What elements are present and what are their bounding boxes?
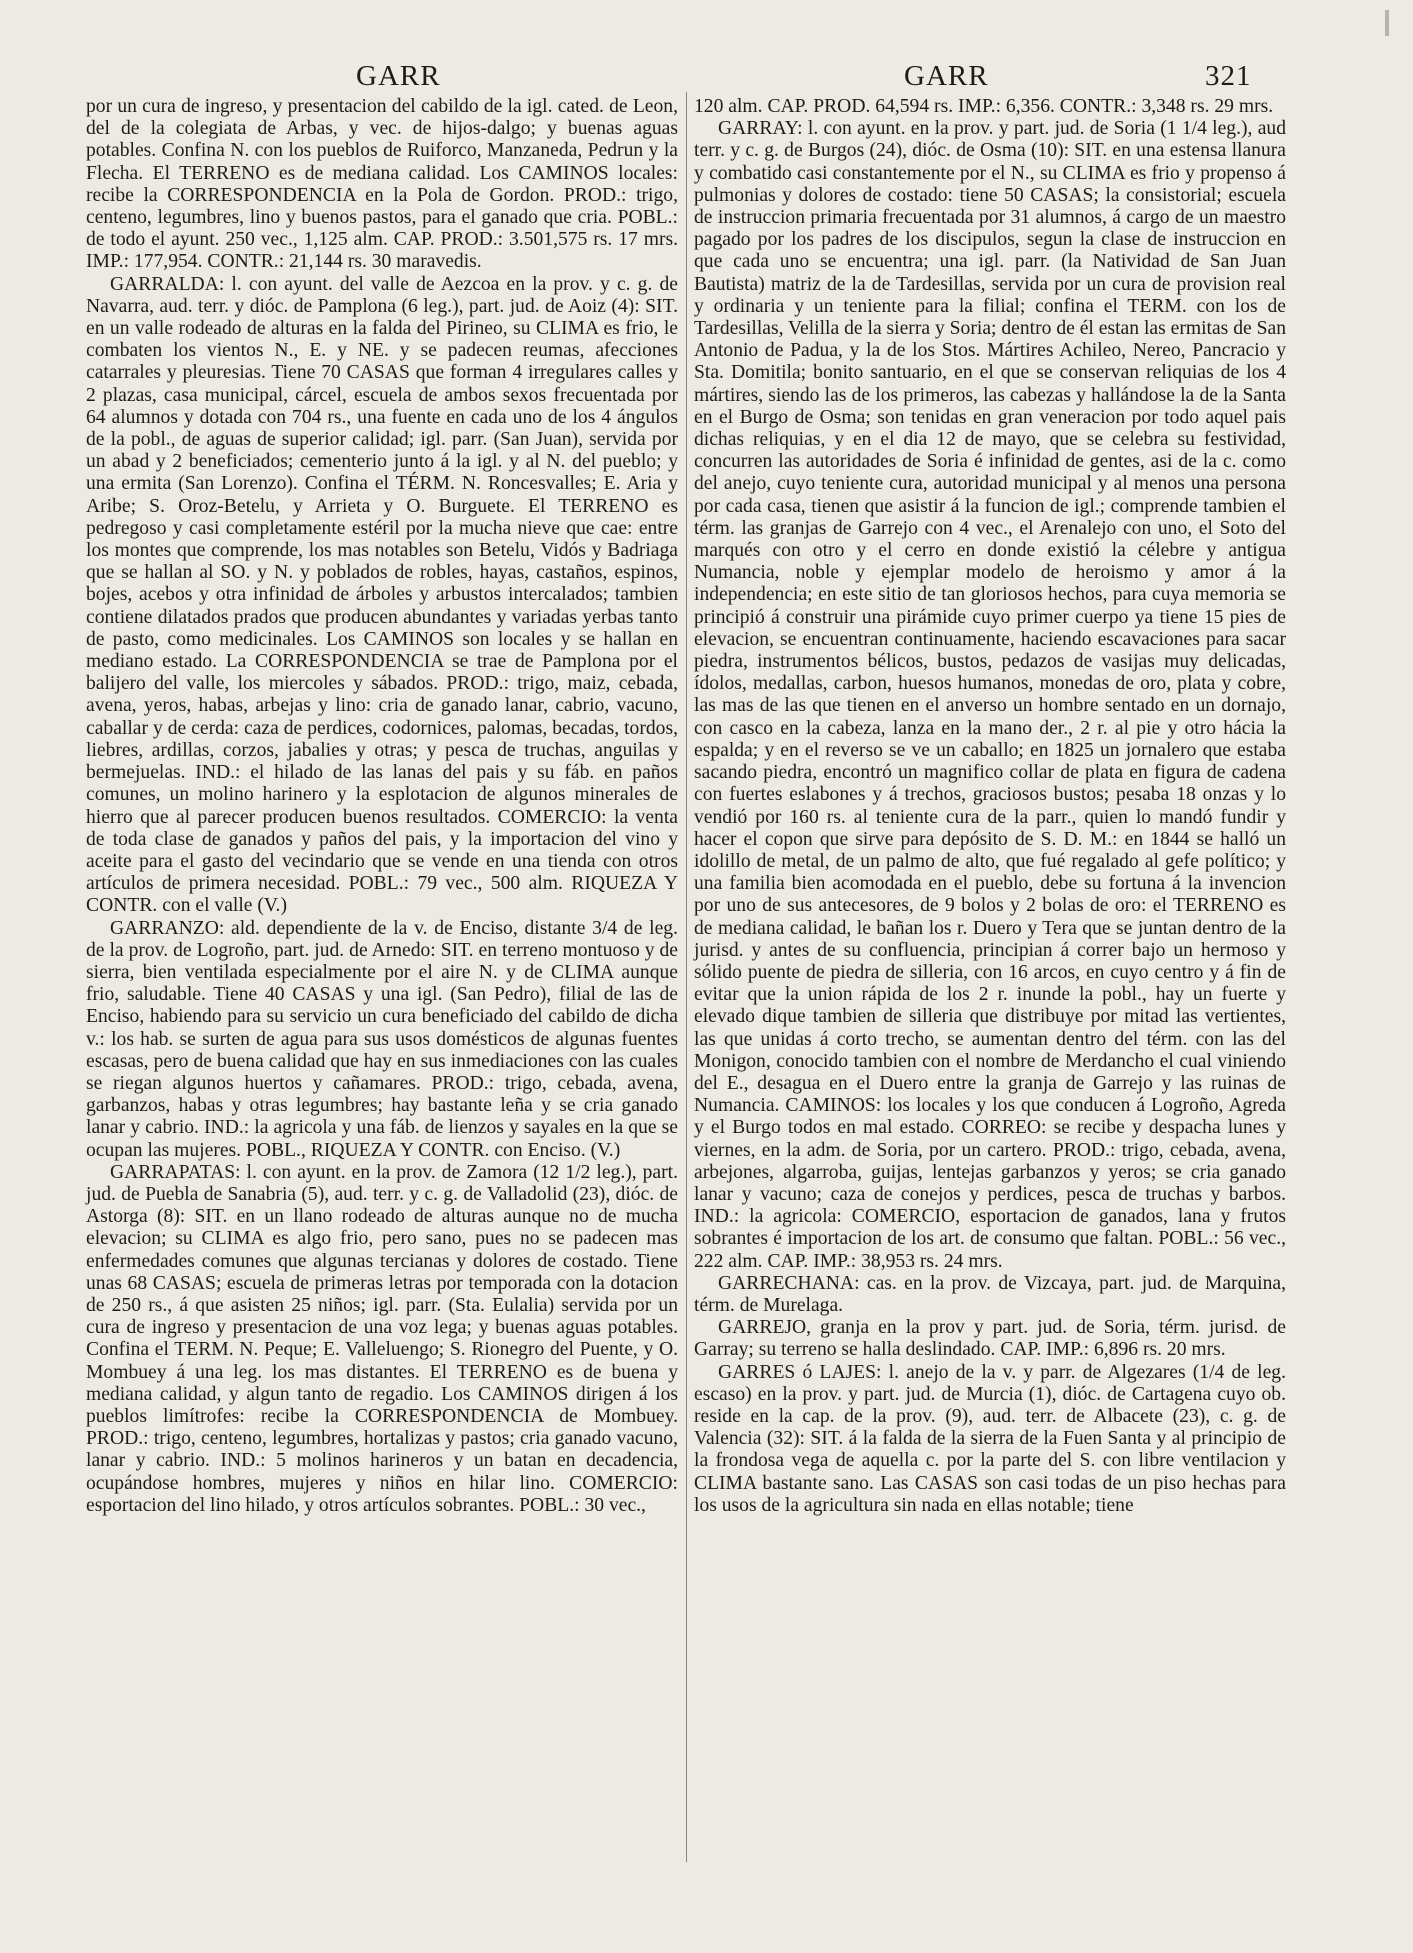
entry-garrejo: GARREJO, granja en la prov y part. jud. de Soria, térm. jurisd. de Garray; su terreno se halla deslindado. CAP. IMP.: 6,896 rs. 20 mrs.	[694, 1317, 1286, 1361]
left-column	[86, 96, 678, 1517]
entry-garrechana: GARRECHANA: cas. en la prov. de Vizcaya, part. jud. de Marquina, térm. de Murelaga.	[694, 1272, 1286, 1316]
entry-continuation: 120 alm. CAP. PROD. 64,594 rs. IMP.: 6,356. CONTR.: 3,348 rs. 29 mrs.	[694, 96, 1274, 117]
entry-continuation: por un cura de ingreso, y presentacion del cabildo de la igl. cated. de Leon, del de la colegiata de Arbas, y vec. de hijos-dalgo; y buenas aguas potables. Confina N. con los pueblos de Ruiforco, Manzaneda, Pedrun y la Flecha. El TERRENO es de mediana calidad. Los CAMINOS locales: recibe la CORRESPONDENCIA en la Pola de Gordon. PROD.: trigo, centeno, legumbres, lino y buenos pastos, para el ganado que cria. POBL.: de todo el ayunt. 250 vec., 1,125 alm. CAP. PROD.: 3.501,575 rs. 17 mrs. IMP.: 177,954. CONTR.: 21,144 rs. 30 maravedis.	[86, 96, 678, 273]
page-number: 321	[1205, 60, 1252, 92]
column-divider	[686, 92, 687, 1862]
right-column	[694, 96, 1286, 1517]
entry-garres: GARRES ó LAJES: l. anejo de la v. y parr. de Algezares (1/4 de leg. escaso) en la prov. y part. jud. de Murcia (1), dióc. de Cartagena cuyo ob. reside en la cap. de la prov. (9), aud. terr. de Albacete (23), c. g. de Valencia (32): SIT. á la falda de la sierra de la Fuen Santa y al principio de la frondosa vega de aquella c. por la parte del S. con libre ventilacion y CLIMA bastante sano. Las CASAS son casi todas de un piso hechas para los usos de la agricultura sin nada en ellas notable; tiene	[694, 1361, 1286, 1516]
entry-garranzo: GARRANZO: ald. dependiente de la v. de Enciso, distante 3/4 de leg. de la prov. de Logroño, part. jud. de Arnedo: SIT. en terreno montuoso y de sierra, bien ventilada especialmente por el aire N. y de CLIMA aunque frio, saludable. Tiene 40 CASAS y una igl. (San Pedro), filial de las de Enciso, habiendo para su servicio un cura beneficiado del cabildo de dicha v.: los hab. se surten de agua para sus usos domésticos de algunas fuentes escasas, pero de buena calidad que hay en sus inmediaciones con las cuales se riegan algunos huertos y cañamares. PROD.: trigo, cebada, avena, garbanzos, habas y otras legumbres; hay bastante leña y se cria ganado lanar y cabrio. IND.: la agricola y una fáb. de lienzos y sayales en la que se ocupan las mujeres. POBL., RIQUEZA Y CONTR. con Enciso. (V.)	[86, 917, 678, 1161]
running-head-right: GARR	[904, 60, 989, 92]
scan-edge-mark	[1385, 10, 1389, 36]
entry-garrapatas: GARRAPATAS: l. con ayunt. en la prov. de Zamora (12 1/2 leg.), part. jud. de Puebla de Sanabria (5), aud. terr. y c. g. de Valladolid (23), dióc. de Astorga (8): SIT. en un llano rodeado de alturas aunque no de mucha elevacion; su CLIMA es algo frio, pero sano, pues no se padecen mas enfermedades comunes que algunas tercianas y dolores de costado. Tiene unas 68 CASAS; escuela de primeras letras por temporada con la dotacion de 250 rs., á que asisten 25 niños; igl. parr. (Sta. Eulalia) servida por un cura de ingreso y presentacion de una voz lega; y buenas aguas potables. Confina el TERM. N. Peque; E. Valleluengo; S. Rionegro del Puente, y O. Mombuey á una leg. los mas distantes. El TERRENO es de buena y mediana calidad, y algun tanto de regadio. Los CAMINOS dirigen á los pueblos limítrofes: recibe la CORRESPONDENCIA de Mombuey. PROD.: trigo, centeno, legumbres, hortalizas y pastos; cria ganado vacuno, lanar y cabrio. IND.: 5 molinos harineros y un batan en decadencia, ocupándose hombres, mujeres y niños en hilar lino. COMERCIO: esportacion del lino hilado, y otros artículos sobrantes. POBL.: 30 vec.,	[86, 1161, 678, 1516]
entry-garray: GARRAY: l. con ayunt. en la prov. y part. jud. de Soria (1 1/4 leg.), aud terr. y c. g. de Burgos (24), dióc. de Osma (10): SIT. en una estensa llanura y combatido casi constantemente por el N., su CLIMA es frio y propenso á pulmonias y dolores de costado: tiene 50 CASAS; la consistorial; escuela de instruccion primaria frecuentada por 31 alumnos, á cargo de un maestro pagado por los padres de los discipulos, segun la clase de instruccion en que cada uno se encuentra; una igl. parr. (la Natividad de San Juan Bautista) matriz de la de Tardesillas, servida por un cura de provision real y ordinaria y un teniente para la filial; confina el TERM. con los de Tardesillas, Velilla de la sierra y Soria; dentro de él estan las ermitas de San Antonio de Padua, y la de los Stos. Mártires Achileo, Nereo, Pancracio y Sta. Domitila; bonito santuario, en el que se conservan reliquias de los 4 mártires, siendo las de los primeros, las cabezas y hallándose la de la Santa en el Burgo de Osma; son tenidas en gran veneracion por todo aquel pais dichas reliquias, y en el dia 12 de mayo, que se celebra su festividad, concurren las autoridades de Soria é infinidad de gentes, asi de la c. como del anejo, cuyo teniente cura, autoridad municipal y al menos una persona por cada casa, tienen que asistir á la funcion de igl.; comprende tambien el térm. las granjas de Garrejo con 4 vec., el Arenalejo con uno, el Soto del marqués con otro y el cerro en donde existió la célebre y antigua Numancia, noble y ejemplar modelo de heroismo y amor á la independencia; en este sitio de tan gloriosos hechos, para cuya memoria se principió á construir una pirámide cuyo primer cuerpo ya tiene 15 pies de elevacion, se encuentran continuamente, haciendo escavaciones para sacar piedra, instrumentos bélicos, bustos, pedazos de vasijas muy delicadas, ídolos, medallas, carbon, huesos humanos, monedas de oro, plata y cobre, las mas de las que tienen en el anverso un hombre sentado en un dornajo, con casco en la cabeza, lanza en la mano der., 2 r. al pie y otro hácia la espalda; y en el reverso se ve un caballo; en 1825 un jornalero que estaba sacando piedra, encontró un magnifico collar de plata en figura de cadena con fuertes eslabones y á trechos, graciosos bustos; pesaba 18 onzas y lo vendió por 160 rs. al teniente cura de la parr., quien lo mandó fundir y hacer el copon que sirve para depósito de S. D. M.: en 1844 se halló un idolillo de metal, de un palmo de alto, que fué regalado al gefe político; y una familia bien acomodada en el pueblo, debe su fortuna á la invencion por uno de sus antecesores, de 9 bolos y 2 bolas de oro: el TERRENO es de mediana calidad, le bañan los r. Duero y Tera que se juntan dentro de la jurisd. y antes de su confluencia, principian á correr bajo un hermoso y sólido puente de piedra de silleria, con 16 arcos, en cuyo centro y á fin de evitar que la union rápida de los 2 r. inunde la pobl., hay un fuerte y elevado dique tambien de silleria que distribuye por mitad las vertientes, las que unidas á corto trecho, se aumentan dentro del térm. con las del Monigon, conocido tambien con el nombre de Merdancho el cual viniendo del E., desagua en el Duero entre la granja de Garrejo y las ruinas de Numancia. CAMINOS: los locales y los que conducen á Logroño, Agreda y el Burgo todos en mal estado. CORREO: se recibe y despacha lunes y viernes, en la adm. de Soria, por un cartero. PROD.: trigo, cebada, avena, arbejones, algarroba, guijas, lentejas garbanzos y yeros; se cria ganado lanar y vacuno; caza de conejos y perdices, pesca de truchas y barbos. IND.: la agricola: COMERCIO, esportacion de ganados, lana y frutos sobrantes é importacion de los art. de consumo que faltan. POBL.: 56 vec., 222 alm. CAP. IMP.: 38,953 rs. 24 mrs.	[694, 118, 1286, 1272]
entry-garralda: GARRALDA: l. con ayunt. del valle de Aezcoa en la prov. y c. g. de Navarra, aud. terr. y dióc. de Pamplona (6 leg.), part. jud. de Aoiz (4): SIT. en un valle rodeado de alturas en la falda del Pirineo, su CLIMA es frio, le combaten los vientos N., E. y NE. y se padecen reumas, afecciones catarrales y pleuresias. Tiene 70 CASAS que forman 4 irregulares calles y 2 plazas, casa municipal, cárcel, escuela de ambos sexos frecuentada por 64 alumnos y dotada con 704 rs., una fuente en cada uno de los 4 ángulos de la pobl., de aguas de superior calidad; igl. parr. (San Juan), servida por un abad y 2 beneficiados; cementerio junto á la igl. y al N. del pueblo; y una ermita (San Lorenzo). Confina el TÉRM. N. Roncesvalles; E. Aria y Aribe; S. Oroz-Betelu, y Arrieta y O. Burguete. El TERRENO es pedregoso y casi completamente estéril por la mucha nieve que cae: entre los montes que comprende, los mas notables son Betelu, Vidós y Badriaga que se hallan al SO. y N. y poblados de robles, hayas, castaños, espinos, bojes, acebos y otra infinidad de árboles y arbustos intercalados; tambien contiene dilatados prados que producen abundantes y variadas yerbas tanto de pasto, como medicinales. Los CAMINOS son locales y se hallan en mediano estado. La CORRESPONDENCIA se trae de Pamplona por el balijero del valle, los miercoles y sábados. PROD.: trigo, maiz, cebada, avena, yeros, habas, arbejas y lino: cria de ganado lanar, cabrio, vacuno, caballar y de cerda: caza de perdices, codornices, palomas, becadas, tordos, liebres, ardillas, corzos, jabalies y otras; y pesca de truchas, anguilas y bermejuelas. IND.: el hilado de las lanas del pais y su fáb. en paños comunes, un molino harinero y la esplotacion de algunos minerales de hierro que al parecer producen buenos resultados. COMERCIO: la venta de toda clase de ganados y paños del pais, y la importacion del vino y aceite para el gasto del vecindario que se vende en una tienda con otros artículos de primera necesidad. POBL.: 79 vec., 500 alm. RIQUEZA Y CONTR. con el valle (V.)	[86, 273, 678, 917]
running-head-left: GARR	[356, 60, 441, 92]
